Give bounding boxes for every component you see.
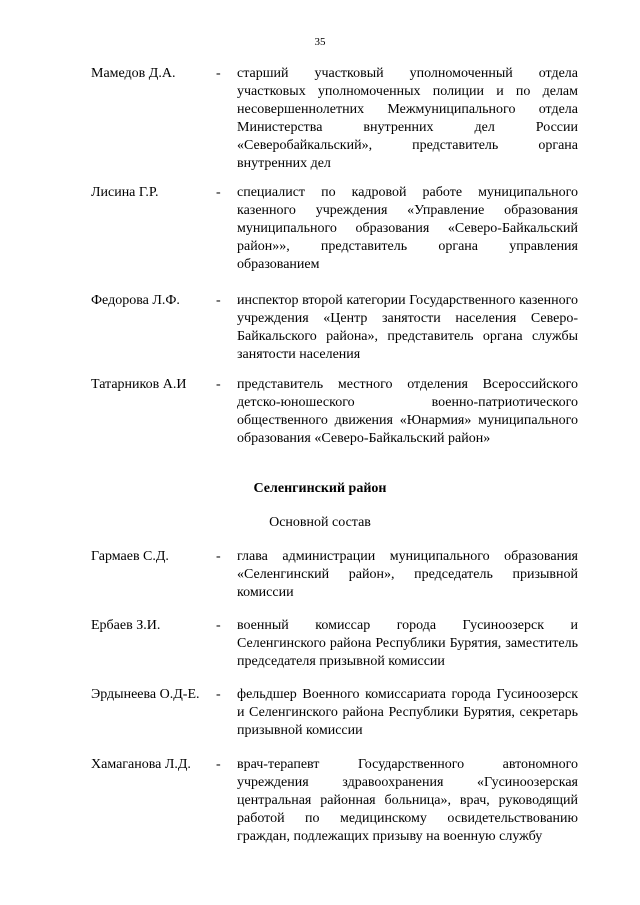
member-name: Лисина Г.Р.: [91, 185, 159, 200]
member-role: старший участковый уполномоченный отдела участковых уполномоченных полиции и по делам несовершеннолетних Межмуниципального отдела Министерства внутренних дел России «Северобайкальский», представитель органа внутренних дел: [237, 66, 578, 171]
member-name: Татарников А.И: [91, 377, 187, 392]
section-title: Селенгинский район: [253, 481, 387, 496]
member-dash: -: [216, 618, 221, 633]
member-role: инспектор второй категории Государственного казенного учреждения «Центр занятости населения Северо-Байкальского района», представитель органа службы занятости населения: [237, 293, 578, 362]
member-name: Эрдынеева О.Д-Е.: [91, 687, 200, 702]
member-dash: -: [216, 687, 221, 702]
member-dash: -: [216, 185, 221, 200]
member-role: врач-терапевт Государственного автономного учреждения здравоохранения «Гусиноозерская центральная районная больница», врач, руководящий работой по медицинскому освидетельствованию граждан, подлежащих призыву на военную службу: [237, 757, 578, 844]
member-role: глава администрации муниципального образования «Селенгинский район», председатель призывной комиссии: [237, 549, 578, 600]
member-name: Хамаганова Л.Д.: [91, 757, 191, 772]
member-dash: -: [216, 293, 221, 308]
member-name: Гармаев С.Д.: [91, 549, 169, 564]
member-name: Мамедов Д.А.: [91, 66, 176, 81]
member-role: специалист по кадровой работе муниципального казенного учреждения «Управление образования муниципального образования «Северо-Байкальский район»», представитель органа управления образованием: [237, 185, 578, 272]
member-role: фельдшер Военного комиссариата города Гусиноозерск и Селенгинского района Республики Бурятия, секретарь призывной комиссии: [237, 687, 578, 738]
subsection-title: Основной состав: [269, 515, 371, 530]
member-role: военный комиссар города Гусиноозерск и Селенгинского района Республики Бурятия, заместитель председателя призывной комиссии: [237, 618, 578, 669]
member-name: Ербаев З.И.: [91, 618, 161, 633]
page-number: 35: [314, 36, 326, 48]
member-dash: -: [216, 66, 221, 81]
member-name: Федорова Л.Ф.: [91, 293, 180, 308]
member-dash: -: [216, 549, 221, 564]
member-role: представитель местного отделения Всероссийского детско-юношеского военно-патриотического общественного движения «Юнармия» муниципального образования «Северо-Байкальский район»: [237, 377, 578, 446]
member-dash: -: [216, 757, 221, 772]
member-dash: -: [216, 377, 221, 392]
